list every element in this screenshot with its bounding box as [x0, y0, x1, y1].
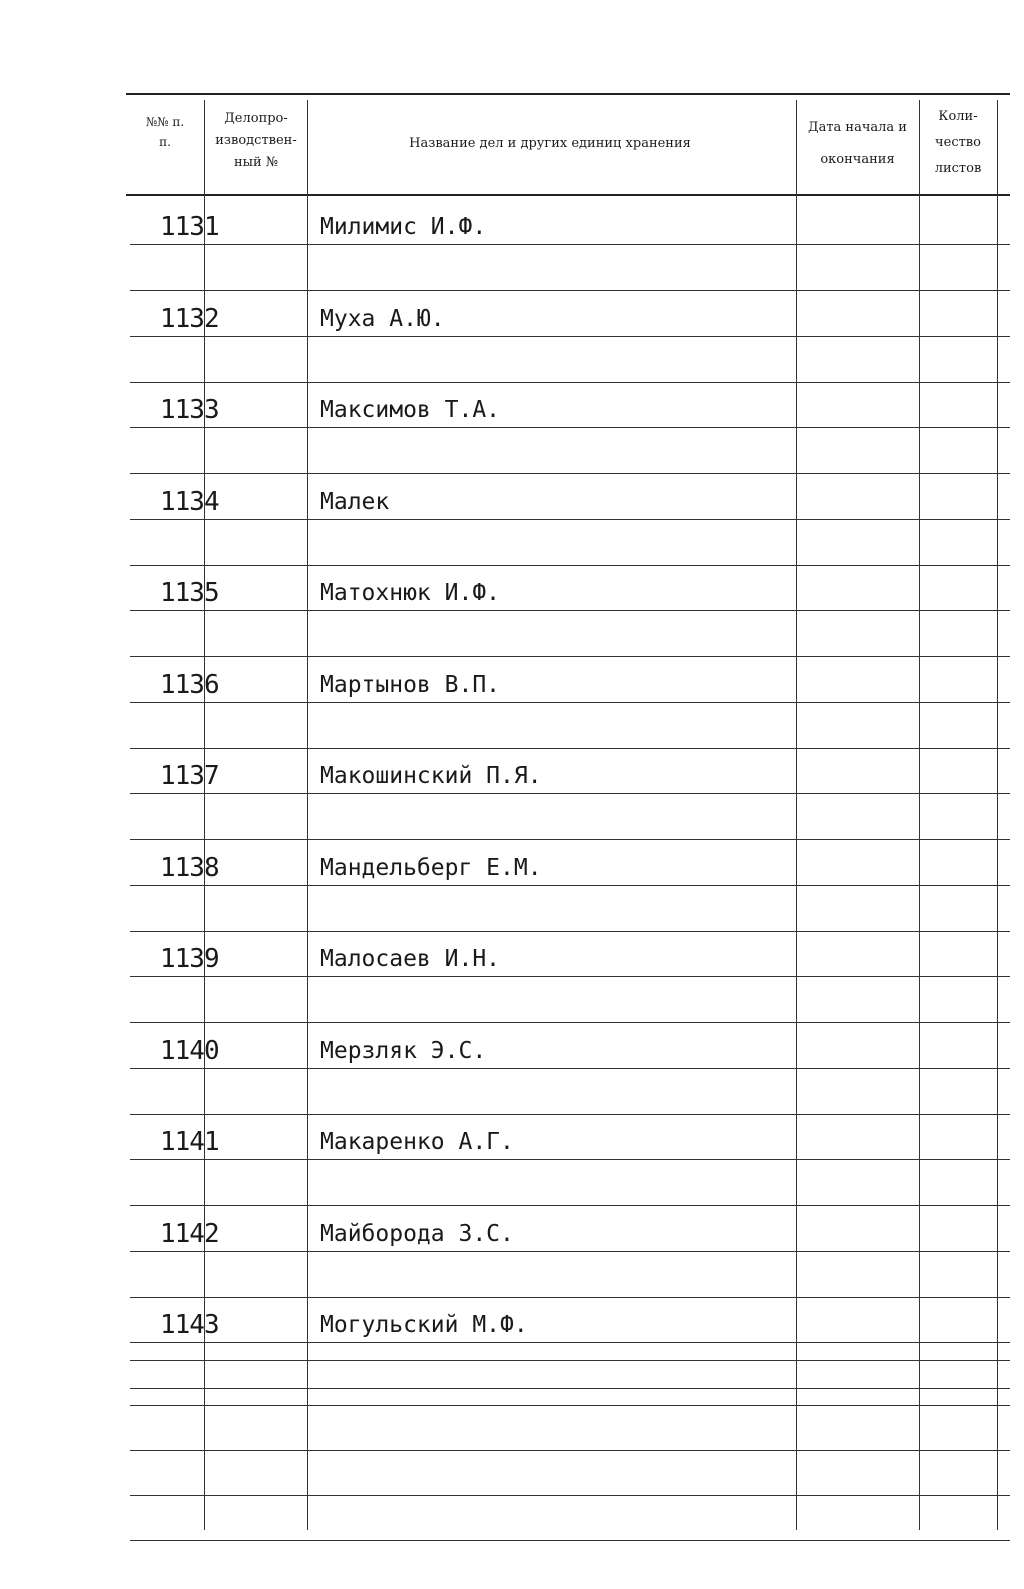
row-rule: [130, 244, 1010, 245]
row-name: Матохнюк И.Ф.: [320, 580, 501, 606]
row-rule: [130, 702, 1010, 703]
row-rule: [130, 1388, 1010, 1389]
header-top-rule: [126, 93, 1010, 95]
row-name: Милимис И.Ф.: [320, 214, 487, 240]
row-rule: [130, 793, 1010, 794]
blank-rule: [130, 1450, 1010, 1451]
row-name: Могульский М.Ф.: [320, 1312, 528, 1338]
col-rule-2: [307, 100, 308, 1530]
row-number: 1138: [160, 852, 219, 883]
row-rule: [130, 565, 1010, 566]
row-name: Максимов Т.А.: [320, 397, 501, 423]
row-number: 1135: [160, 578, 219, 608]
row-number: 1142: [160, 1218, 219, 1249]
row-rule: [130, 336, 1010, 337]
col-rule-4: [919, 100, 920, 1530]
row-name: Муха А.Ю.: [320, 305, 445, 332]
row-rule: [130, 427, 1010, 428]
blank-rule: [130, 1405, 1010, 1406]
row-number: 1132: [160, 303, 219, 334]
col-rule-5: [997, 100, 998, 1530]
row-name: Мандельберг Е.М.: [320, 854, 542, 881]
row-name: Малосаев И.Н.: [320, 946, 501, 972]
row-rule: [130, 1251, 1010, 1252]
row-number: 1133: [160, 395, 219, 425]
col-rule-3: [796, 100, 797, 1530]
row-name: Макошинский П.Я.: [320, 763, 542, 789]
row-name: Мерзляк Э.С.: [320, 1037, 487, 1064]
row-number: 1134: [160, 486, 219, 517]
row-rule: [130, 748, 1010, 749]
blank-rule: [130, 1495, 1010, 1496]
row-rule: [130, 1022, 1010, 1023]
row-name: Мартынов В.П.: [320, 671, 501, 698]
row-number: 1136: [160, 669, 219, 700]
blank-rule: [130, 1540, 1010, 1541]
row-rule: [130, 473, 1010, 474]
row-rule: [130, 382, 1010, 383]
row-rule: [130, 610, 1010, 611]
row-name: Малек: [320, 488, 390, 515]
row-rule: [130, 519, 1010, 520]
header-col-sheets: Коли-чество листов: [934, 109, 982, 176]
row-number: 1131: [160, 212, 219, 242]
row-name: Макаренко А.Г.: [320, 1129, 514, 1155]
row-number: 1137: [160, 761, 219, 791]
row-rule: [130, 839, 1010, 840]
row-number: 1141: [160, 1127, 219, 1157]
row-rule: [130, 976, 1010, 977]
row-rule: [130, 1114, 1010, 1115]
row-rule: [130, 290, 1010, 291]
row-name: Майборода З.С.: [320, 1220, 514, 1247]
row-number: 1140: [160, 1035, 219, 1066]
header-bottom-rule: [126, 194, 1010, 196]
row-rule: [130, 1342, 1010, 1343]
row-rule: [130, 656, 1010, 657]
blank-rule: [130, 1360, 1010, 1361]
row-number: 1143: [160, 1310, 219, 1340]
row-number: 1139: [160, 944, 219, 974]
row-rule: [130, 931, 1010, 932]
row-rule: [130, 1159, 1010, 1160]
row-rule: [130, 1205, 1010, 1206]
header-col-title: Название дел и других единиц хранения: [409, 136, 691, 151]
row-rule: [130, 1068, 1010, 1069]
row-rule: [130, 885, 1010, 886]
header-col-dates: Дата начала и окончания: [808, 120, 907, 167]
header-col-office: Делопро-изводствен-ный №: [215, 111, 297, 170]
row-rule: [130, 1297, 1010, 1298]
header-col-num: №№ п. п.: [145, 115, 185, 149]
